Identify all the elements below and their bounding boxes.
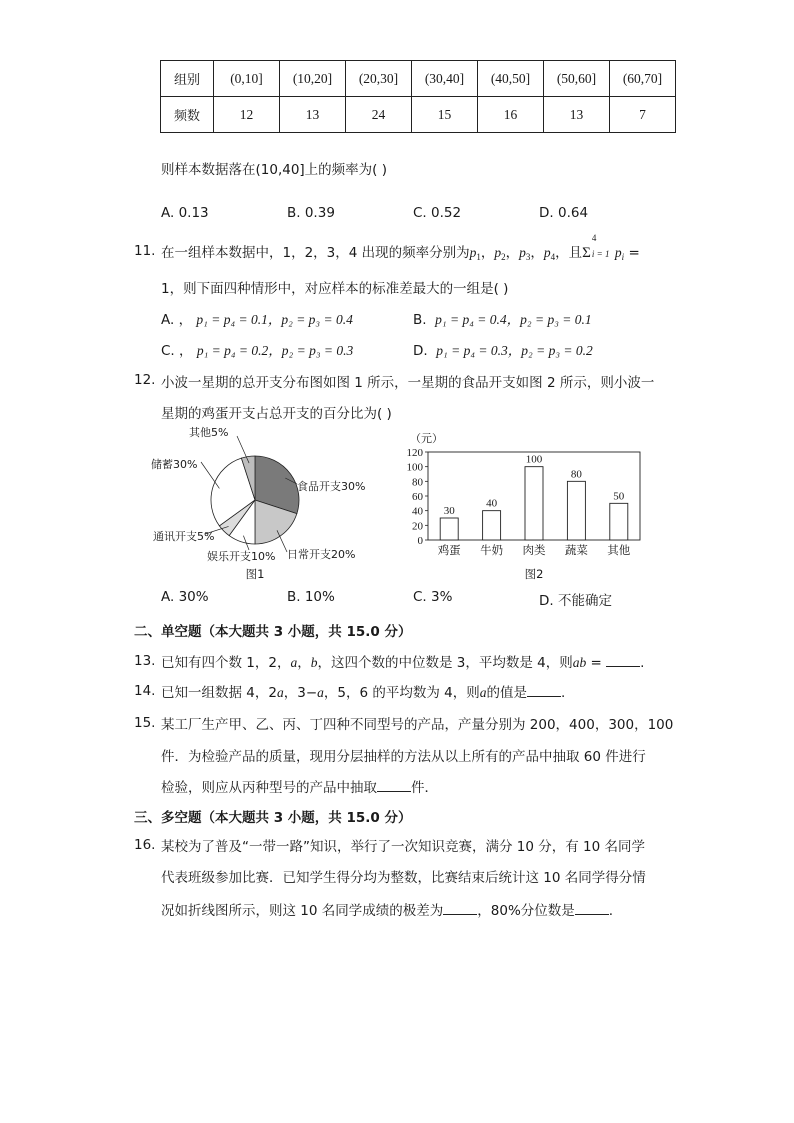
subscript: i xyxy=(621,252,625,262)
q11-option-b[interactable] xyxy=(413,308,592,328)
option-value: p₁ = p₄ = 0.2，p₂ = p₃ = 0.3 xyxy=(196,343,354,358)
text: . xyxy=(608,903,614,919)
q12-option-c[interactable]: C. 3% xyxy=(413,589,453,605)
table-cell-group: (0,10] xyxy=(214,61,280,97)
q10-question: 则样本数据落在(10,40]上的频率为( ) xyxy=(161,162,388,178)
option-label: C. ， xyxy=(161,343,193,359)
subscript: 1 xyxy=(476,252,481,262)
q12-option-d[interactable]: D. 不能确定 xyxy=(539,593,612,609)
answer-blank[interactable] xyxy=(575,902,609,915)
bar-value-label: 40 xyxy=(486,497,498,510)
text: . xyxy=(561,685,566,701)
pie-slice-label: 娱乐开支10% xyxy=(207,550,276,563)
text: 已知有四个数 1，2， xyxy=(161,655,291,671)
table-cell-count: 13 xyxy=(280,97,346,133)
y-tick-label: 0 xyxy=(417,535,423,547)
x-category-label: 鸡蛋 xyxy=(437,543,461,557)
table-row-groups xyxy=(161,61,676,97)
y-axis-unit: （元） xyxy=(410,432,443,445)
q11-text: 在一组样本数据中，1，2，3，4 出现的频率分别为 xyxy=(161,245,470,261)
text: = xyxy=(586,655,607,671)
table-cell-count: 24 xyxy=(346,97,412,133)
text: 的值是 xyxy=(486,685,527,701)
q15-number: 15. xyxy=(134,715,156,731)
bar xyxy=(567,481,585,540)
q11-p2: p xyxy=(494,245,502,260)
section2-title: 二、单空题（本大题共 3 小题，共 15.0 分） xyxy=(134,624,412,640)
option-value: p₁ = p₄ = 0.3，p₂ = p₃ = 0.2 xyxy=(436,343,593,358)
subscript: 3 xyxy=(525,252,531,262)
text: 件． xyxy=(411,780,438,796)
var-a: a xyxy=(276,685,284,700)
table-cell-count: 13 xyxy=(544,97,610,133)
q14-number: 14. xyxy=(134,683,156,699)
sum-lower: i = 1 xyxy=(591,249,610,259)
q12-option-a[interactable]: A. 30% xyxy=(161,589,209,605)
table-cell-group: (40,50] xyxy=(478,61,544,97)
q11-option-d[interactable] xyxy=(413,339,593,359)
pie-slice-label: 其他5% xyxy=(189,426,229,439)
pie-slice-label: 储蓄30% xyxy=(151,458,198,471)
table-cell-count: 12 xyxy=(214,97,280,133)
bar-value-label: 80 xyxy=(570,468,582,481)
y-tick-label: 120 xyxy=(406,447,423,459)
answer-blank[interactable] xyxy=(443,902,477,915)
text: ，这四个数的中位数是 3，平均数是 4，则 xyxy=(317,655,573,671)
q11-p1: p xyxy=(469,245,477,260)
table-cell-group: (20,30] xyxy=(346,61,412,97)
y-tick-label: 100 xyxy=(406,461,423,474)
q12-number: 12. xyxy=(134,372,156,388)
q11-number: 11. xyxy=(134,243,156,259)
q16-number: 16. xyxy=(134,837,156,853)
text: ，80%分位数是 xyxy=(477,903,575,919)
bar xyxy=(610,503,628,540)
q12-line1: 小波一星期的总开支分布图如图 1 所示，一星期的食品开支如图 2 所示，则小波一 xyxy=(161,375,655,391)
y-tick-label: 80 xyxy=(412,476,423,489)
pie-slice-label: 日常开支20% xyxy=(287,548,356,561)
x-category-label: 肉类 xyxy=(522,543,546,557)
answer-blank[interactable] xyxy=(606,654,640,667)
q10-option-c[interactable]: C. 0.52 xyxy=(413,205,462,221)
sum-limits xyxy=(591,233,615,259)
q10-option-a[interactable]: A. 0.13 xyxy=(161,205,209,221)
frequency-table xyxy=(160,60,676,133)
table-cell-group: (60,70] xyxy=(610,61,676,97)
equals: = xyxy=(624,245,640,261)
var-a: a xyxy=(317,685,324,700)
text: . xyxy=(640,655,645,671)
var-a: a xyxy=(290,655,298,670)
bar-value-label: 30 xyxy=(443,505,455,517)
y-tick-label: 60 xyxy=(412,491,423,503)
q14-text xyxy=(161,681,565,701)
q11-line1 xyxy=(161,233,640,262)
text: ，5，6 的平均数为 4，则 xyxy=(323,685,480,701)
q15-line1: 某工厂生产甲、乙、丙、丁四种不同型号的产品，产量分别为 200，400，300，100 xyxy=(161,717,674,733)
bar xyxy=(440,518,458,540)
q15-line3 xyxy=(161,776,438,796)
sigma-symbol: Σ xyxy=(582,245,591,261)
q11-option-c[interactable] xyxy=(161,339,353,359)
option-value: p₁ = p₄ = 0.4，p₂ = p₃ = 0.1 xyxy=(435,312,592,327)
q10-option-d[interactable]: D. 0.64 xyxy=(539,205,589,221)
table-cell-group: (30,40] xyxy=(412,61,478,97)
sum-upper: 4 xyxy=(591,233,597,243)
q15-line2: 件．为检验产品的质量，现用分层抽样的方法从以上所有的产品中抽取 60 件进行 xyxy=(161,749,646,765)
figure1-caption: 图1 xyxy=(245,567,265,581)
conjunction: ，且 xyxy=(555,245,583,261)
table-header-count: 频数 xyxy=(161,97,214,133)
section3-title: 三、多空题（本大题共 3 小题，共 15.0 分） xyxy=(134,810,412,826)
q11-option-a[interactable] xyxy=(161,308,353,328)
var-b: b xyxy=(310,655,318,670)
text: ， xyxy=(297,655,311,671)
option-label: B. xyxy=(413,312,427,328)
var-ab: ab xyxy=(572,655,587,670)
q11-p3: p xyxy=(519,245,526,260)
text: 检验，则应从丙种型号的产品中抽取 xyxy=(161,780,377,796)
var-a: a xyxy=(479,685,487,700)
table-cell-count: 16 xyxy=(478,97,544,133)
pie-slice-label: 通讯开支5% xyxy=(153,530,215,543)
q11-line2: 1，则下面四种情形中，对应样本的标准差最大的一组是( ) xyxy=(161,281,509,297)
q16-line3 xyxy=(161,899,613,919)
figure2-caption: 图2 xyxy=(524,567,544,581)
bar-chart-figure2 xyxy=(400,428,660,584)
q13-text xyxy=(161,651,644,671)
x-category-label: 牛奶 xyxy=(480,543,504,557)
separator: ， xyxy=(480,245,495,261)
table-cell-group: (10,20] xyxy=(280,61,346,97)
answer-blank[interactable] xyxy=(527,684,561,697)
table-cell-group: (50,60] xyxy=(544,61,610,97)
pie-chart-figure1 xyxy=(145,422,385,584)
separator: ， xyxy=(530,245,544,261)
table-row-counts xyxy=(161,97,676,133)
q13-number: 13. xyxy=(134,653,156,669)
option-value: p₁ = p₄ = 0.1，p₂ = p₃ = 0.4 xyxy=(196,312,353,327)
separator: ， xyxy=(505,245,520,261)
q11-pi: p xyxy=(614,245,622,260)
text: ，3− xyxy=(283,685,318,701)
option-label: D. xyxy=(413,343,428,359)
text: 已知一组数据 4，2 xyxy=(161,685,277,701)
subscript: 4 xyxy=(550,252,556,262)
bar xyxy=(525,467,543,540)
table-cell-count: 7 xyxy=(610,97,676,133)
option-label: A. ， xyxy=(161,312,193,328)
y-tick-label: 40 xyxy=(412,505,423,518)
answer-blank[interactable] xyxy=(377,779,411,792)
table-header-group: 组别 xyxy=(161,61,214,97)
x-category-label: 其他 xyxy=(607,543,631,557)
q16-line1: 某校为了普及“一带一路”知识，举行了一次知识竞赛，满分 10 分，有 10 名同学 xyxy=(161,839,646,855)
bar-value-label: 50 xyxy=(613,490,625,503)
pie-slice-label: 食品开支30% xyxy=(297,480,366,493)
bar-value-label: 100 xyxy=(525,453,543,466)
y-tick-label: 20 xyxy=(412,520,423,533)
q12-option-b[interactable]: B. 10% xyxy=(287,589,335,605)
q12-line2: 星期的鸡蛋开支占总开支的百分比为( ) xyxy=(161,406,392,422)
x-category-label: 蔬菜 xyxy=(564,543,588,557)
subscript: 2 xyxy=(501,252,506,262)
q11-p4: p xyxy=(543,245,551,260)
bar xyxy=(483,511,501,540)
pie-leader-line xyxy=(201,462,219,488)
q10-option-b[interactable]: B. 0.39 xyxy=(287,205,335,221)
table-cell-count: 15 xyxy=(412,97,478,133)
q16-line2: 代表班级参加比赛．已知学生得分均为整数，比赛结束后统计这 10 名同学得分情 xyxy=(161,870,646,886)
text: 况如折线图所示，则这 10 名同学成绩的极差为 xyxy=(161,903,444,919)
